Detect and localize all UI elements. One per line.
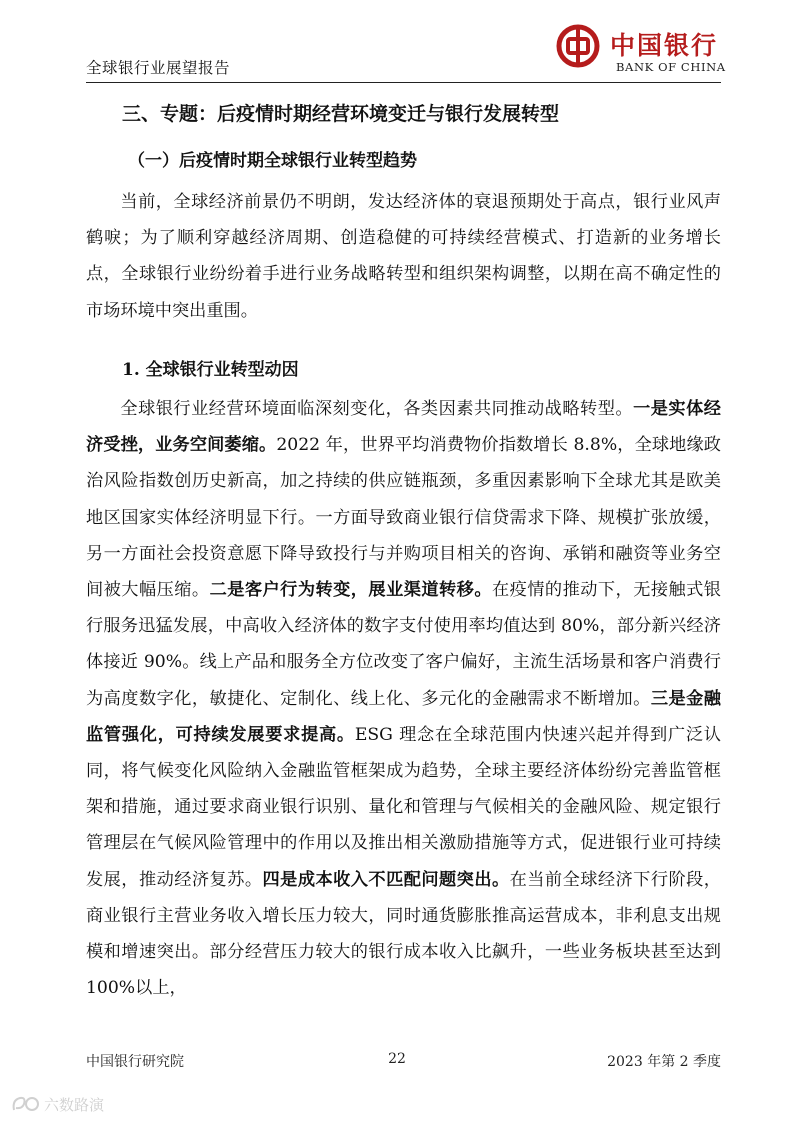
text-segment: ESG 理念在全球范围内快速兴起并得到广泛认同，将气候变化风险纳入金融监管框架成为趋势，全球主要经济体纷纷完善监管框架和措施，通过要求商业银行识别、量化和管理与气候相关的金融风险、规定银行管理层在气候风险管理中的作用以及推出相关激励措施等方式，促进银行业可持续发展，推动经济复苏。 <box>86 724 721 890</box>
bold-point-2: 二是客户行为转变，展业渠道转移。 <box>209 580 492 601</box>
text-segment: 2022 年，世界平均消费物价指数增长 8.8%，全球地缘政治风险指数创历史新高，加之持续的供应链瓶颈，多重因素影响下全球尤其是欧美地区国家实体经济明显下行。一方面导致商业银行信贷需求下降、规模扩张放缓，另一方面社会投资意愿下降导致投行与并购项目相关的咨询、承销和融资等业务空间被大幅压缩。 <box>86 435 721 601</box>
watermark-text: 六数路演 <box>44 1096 105 1114</box>
header-divider <box>86 82 721 83</box>
logo-english-name: BANK OF CHINA <box>616 60 726 74</box>
bold-point-3: 三是金融监管强化，可持续发展要求提高。 <box>86 688 721 745</box>
text-segment: 全球银行业经营环境面临深刻变化，各类因素共同推动战略转型。 <box>120 399 634 419</box>
section-title: 三、专题：后疫情时期经营环境变迁与银行发展转型 <box>122 103 560 125</box>
paragraph-intro: 当前，全球经济前景仍不明朗，发达经济体的衰退预期处于高点，银行业风声鹤唳；为了顺利穿越经济周期、创造稳健的可持续经营模式、打造新的业务增长点，全球银行业纷纷着手进行业务战略转型和组织架构调整，以期在高不确定性的市场环境中突出重围。 <box>86 192 721 321</box>
footer-publisher: 中国银行研究院 <box>86 1054 184 1070</box>
bold-point-4: 四是成本收入不匹配问题突出。 <box>262 869 510 890</box>
watermark-logo-icon <box>10 1094 42 1114</box>
point-title: 1. 全球银行业转型动因 <box>122 360 299 380</box>
footer-period: 2023 年第 2 季度 <box>607 1054 721 1070</box>
bank-of-china-logo-icon <box>556 24 600 68</box>
text-segment: 在疫情的推动下，无接触式银行服务迅猛发展，中高收入经济体的数字支付使用率均值达到 80%，部分新兴经济体接近 90%。线上产品和服务全方位改变了客户偏好，主流生活场景和客户消费行为高度数字化，敏捷化、定制化、线上化、多元化的金融需求不断增加。 <box>86 580 721 709</box>
text-segment: 在当前全球经济下行阶段，商业银行主营业务收入增长压力较大，同时通货膨胀推高运营成本，非利息支出规模和增速突出。部分经营压力较大的银行成本收入比飙升，一些业务板块甚至达到 100%以上， <box>86 869 721 999</box>
page-number: 22 <box>388 1051 406 1067</box>
bank-logo <box>556 22 726 78</box>
header-title: 全球银行业展望报告 <box>86 59 231 77</box>
bold-point-1: 一是实体经济受挫，业务空间萎缩。 <box>86 399 721 456</box>
subsection-title: （一）后疫情时期全球银行业转型趋势 <box>128 151 417 171</box>
logo-chinese-name: 中国银行 <box>610 31 719 60</box>
paragraph-drivers <box>86 391 721 1006</box>
